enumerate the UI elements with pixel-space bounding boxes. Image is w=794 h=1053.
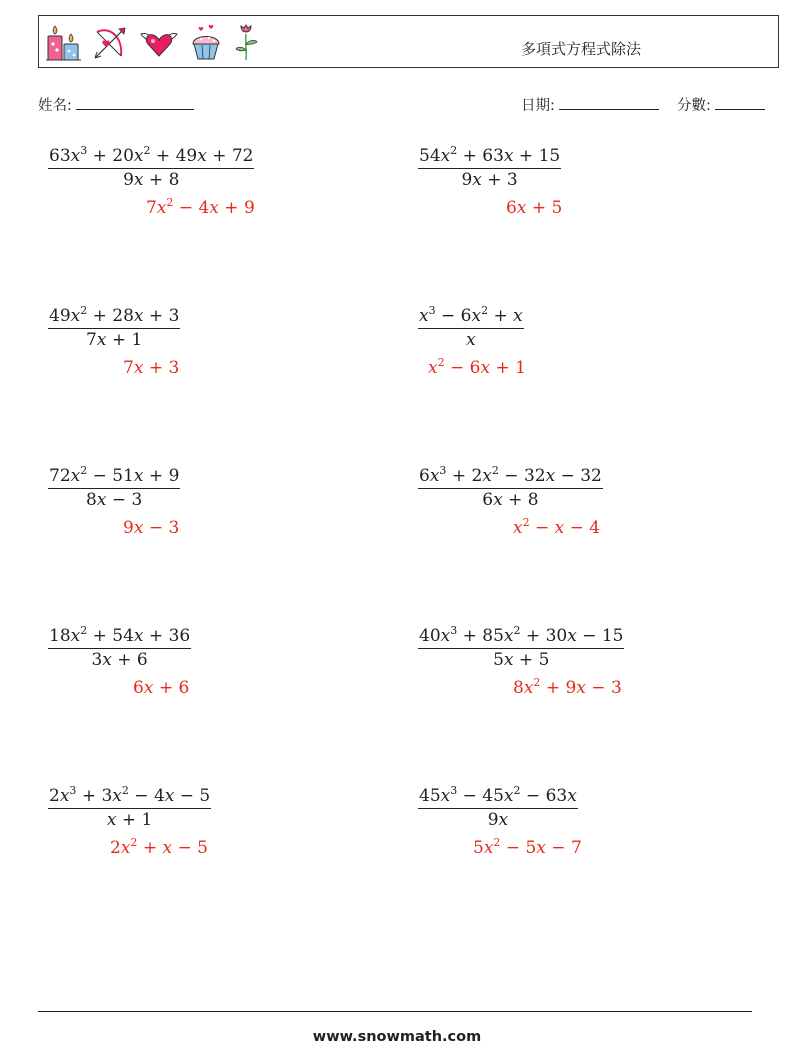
fraction xyxy=(418,146,561,190)
score-label: 分數: xyxy=(677,98,711,114)
header-icons xyxy=(45,20,261,64)
problem xyxy=(418,144,563,218)
problem xyxy=(418,304,526,378)
denominator: 7x + 1 xyxy=(86,330,143,350)
problem xyxy=(48,304,180,378)
fraction xyxy=(48,786,211,830)
date-line[interactable] xyxy=(559,96,659,110)
fraction xyxy=(48,466,180,510)
footer-divider xyxy=(38,1011,752,1012)
problem xyxy=(418,624,624,698)
name-field[interactable] xyxy=(38,94,194,115)
numerator: $63x^3 + 20x^2 + 49x + 72$ xyxy=(49,144,254,166)
problem xyxy=(48,144,255,218)
answer: $8x^2 + 9x - 3$ xyxy=(513,676,622,698)
name-label: 姓名: xyxy=(38,98,72,114)
winged-heart-icon xyxy=(137,22,181,62)
bow-and-arrow-icon xyxy=(91,22,129,62)
numerator: $45x^3 - 45x^2 - 63x$ xyxy=(419,784,577,806)
answer: 9x − 3 xyxy=(123,518,180,538)
denominator: 8x − 3 xyxy=(86,490,143,510)
problem xyxy=(48,784,211,858)
worksheet-title: 多項式方程式除法 xyxy=(521,40,642,58)
cupcake-icon xyxy=(189,22,223,62)
problem xyxy=(418,464,603,538)
numerator: $72x^2 - 51x + 9$ xyxy=(49,464,180,486)
date-label: 日期: xyxy=(521,98,555,114)
score-line[interactable] xyxy=(715,96,765,110)
name-line[interactable] xyxy=(76,96,194,110)
denominator: 6x + 8 xyxy=(482,490,539,510)
denominator: 9x + 8 xyxy=(123,170,180,190)
numerator: $54x^2 + 63x + 15$ xyxy=(419,144,561,166)
answer: 7x + 3 xyxy=(123,358,180,378)
rose-icon xyxy=(231,22,261,62)
denominator: 9x xyxy=(487,810,509,830)
worksheet-header xyxy=(38,15,779,68)
answer: 6x + 6 xyxy=(133,678,190,698)
answer: 6x + 5 xyxy=(506,198,563,218)
fraction xyxy=(48,146,254,190)
answer: $5x^2 - 5x - 7$ xyxy=(473,836,582,858)
problem xyxy=(48,464,180,538)
numerator: $6x^3 + 2x^2 - 32x - 32$ xyxy=(419,464,602,486)
denominator: 3x + 6 xyxy=(91,650,148,670)
fraction xyxy=(418,466,603,510)
candles-icon xyxy=(45,22,83,62)
numerator: $2x^3 + 3x^2 - 4x - 5$ xyxy=(49,784,211,806)
numerator: $40x^3 + 85x^2 + 30x - 15$ xyxy=(419,624,624,646)
fraction xyxy=(48,306,180,350)
denominator: x + 1 xyxy=(106,810,153,830)
numerator: $x^3 - 6x^2 + x$ xyxy=(419,304,523,326)
numerator: $18x^2 + 54x + 36$ xyxy=(49,624,191,646)
answer: $2x^2 + x - 5$ xyxy=(110,836,208,858)
numerator: $49x^2 + 28x + 3$ xyxy=(49,304,180,326)
date-field[interactable] xyxy=(521,94,659,115)
answer: $7x^2 - 4x + 9$ xyxy=(146,196,255,218)
denominator: 5x + 5 xyxy=(493,650,550,670)
fraction xyxy=(418,786,578,830)
score-field[interactable] xyxy=(677,94,765,115)
denominator: 9x + 3 xyxy=(461,170,518,190)
denominator: x xyxy=(466,330,476,350)
answer: $x^2 - 6x + 1$ xyxy=(428,356,526,378)
problem xyxy=(48,624,191,698)
fraction xyxy=(48,626,191,670)
answer: $x^2 - x - 4$ xyxy=(513,516,601,538)
fraction xyxy=(418,626,624,670)
footer-url: www.snowmath.com xyxy=(312,1029,482,1045)
problem xyxy=(418,784,582,858)
fraction xyxy=(418,306,524,350)
